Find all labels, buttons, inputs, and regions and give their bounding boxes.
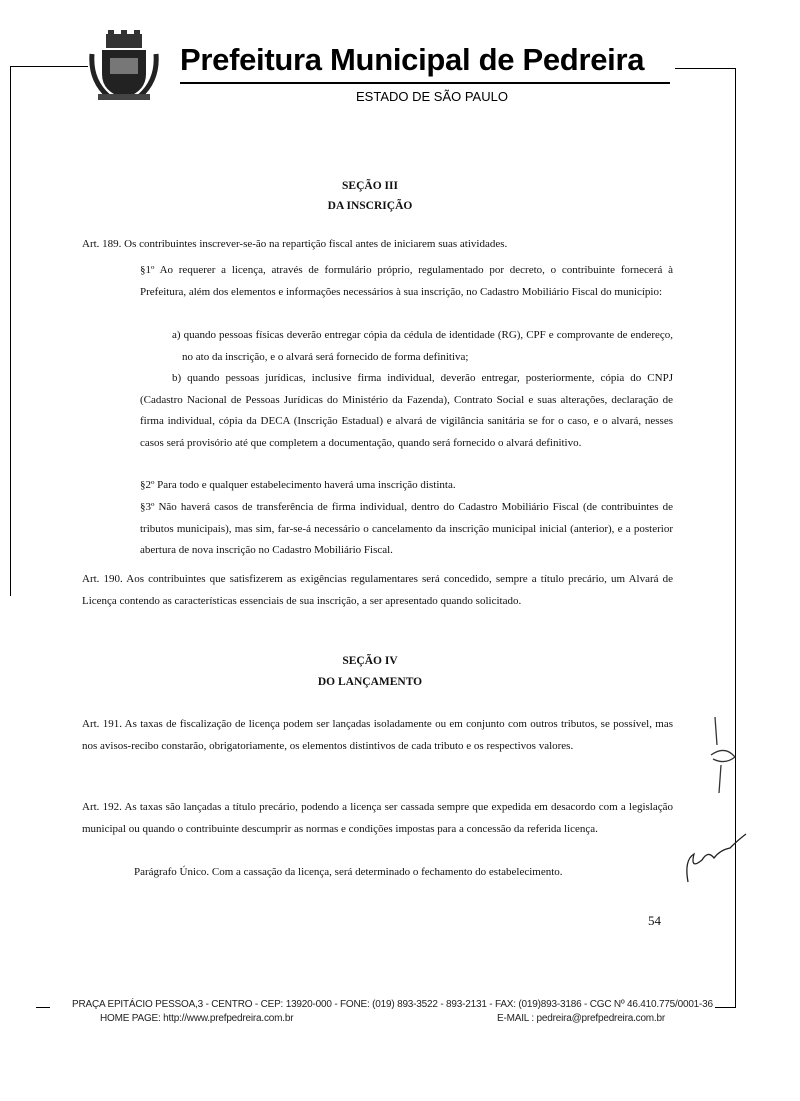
header-underline (180, 82, 670, 84)
page-number: 54 (648, 913, 661, 928)
header-title: Prefeitura Municipal de Pedreira (180, 42, 645, 77)
article-189-item-a: a) quando pessoas físicas deverão entregar cópia da cédula de identidade (RG), CPF e comprovante de endereço, no ato da inscrição, e o alvará será fornecido de forma definitiva; (172, 329, 673, 363)
frame-left (10, 66, 11, 596)
article-190: Art. 190. Aos contribuintes que satisfizerem as exigências regulamentares será concedido, sempre a título precário, um Alvará de Licença contendo as características essenciais de sua inscrição, a ser apresentado quando solicitado. (82, 573, 673, 607)
frame-top-right (675, 68, 735, 69)
header-state: ESTADO DE SÃO PAULO (356, 89, 508, 104)
article-191: Art. 191. As taxas de fiscalização de licença podem ser lançadas isoladamente ou em conjunto com outros tributos, se possível, mas nos avisos-recibo constarão, obrigatoriamente, os elementos distintivos de cada tributo e os respectivos valores. (82, 718, 673, 752)
frame-bottom-left (36, 1007, 50, 1008)
frame-bottom-right (715, 1007, 735, 1008)
footer-homepage[interactable]: HOME PAGE: http://www.prefpedreira.com.br (100, 1013, 294, 1024)
article-189-paragraph-3: §3º Não haverá casos de transferência de firma individual, dentro do Cadastro Mobiliário Fiscal (de contribuintes de tributos municipais), mas sim, far-se-á necessário o cancelamento da inscrição municipal inicial (anterior), e a posterior abertura de nova inscrição no Cadastro Mobiliário Fiscal. (140, 501, 673, 557)
section-heading: SEÇÃO IV (342, 655, 398, 667)
article-189-paragraph-1: §1º Ao requerer a licença, através de formulário próprio, regulamentado por decreto, o contribuinte fornecerá à Prefeitura, além dos elementos e informações necessários à sua inscrição, no Cadastro Mobiliário Fiscal do município: (140, 264, 673, 298)
handwritten-initials-icon (705, 715, 745, 800)
article-192: Art. 192. As taxas são lançadas a título precário, podendo a licença ser cassada sempre que expedida em desacordo com a legislação municipal ou quando o contribuinte descumprir as normas e condições impostas para a concessão da referida licença. (82, 801, 673, 835)
article-189: Art. 189. Os contribuintes inscrever-se-ão na repartição fiscal antes de iniciarem suas atividades. (82, 238, 508, 250)
section-subheading: DA INSCRIÇÃO (327, 200, 413, 212)
footer-email[interactable]: E-MAIL : pedreira@prefpedreira.com.br (497, 1013, 666, 1024)
crest-icon (88, 30, 160, 102)
section-heading: SEÇÃO III (342, 180, 398, 192)
footer-address: PRAÇA EPITÁCIO PESSOA,3 - CENTRO - CEP: 13920-000 - FONE: (019) 893-3522 - 893-2131 - FAX: (019)893-3186 - CGC Nº 46.410.775/0001-36 (72, 999, 713, 1010)
article-189-item-b: b) quando pessoas jurídicas, inclusive firma individual, deverão entregar, posteriormente, cópia do CNPJ (Cadastro Nacional de Pessoas Jurídicas do Ministério da Fazenda), Contrato Social e suas alterações, declaração de firma individual, cópia da DECA (Inscrição Estadual) e alvará de vigilância sanitária se for o caso, e o alvará, nesses casos será provisório até que completem a documentação, quando será fornecido o alvará definitivo. (140, 372, 673, 449)
article-189-paragraph-2: §2º Para todo e qualquer estabelecimento haverá uma inscrição distinta. (140, 479, 456, 491)
article-192-sole-paragraph: Parágrafo Único. Com a cassação da licença, será determinado o fechamento do estabelecimento. (134, 866, 563, 878)
frame-top-left (10, 66, 88, 67)
handwritten-signature-icon (680, 830, 750, 895)
section-subheading: DO LANÇAMENTO (317, 676, 423, 688)
